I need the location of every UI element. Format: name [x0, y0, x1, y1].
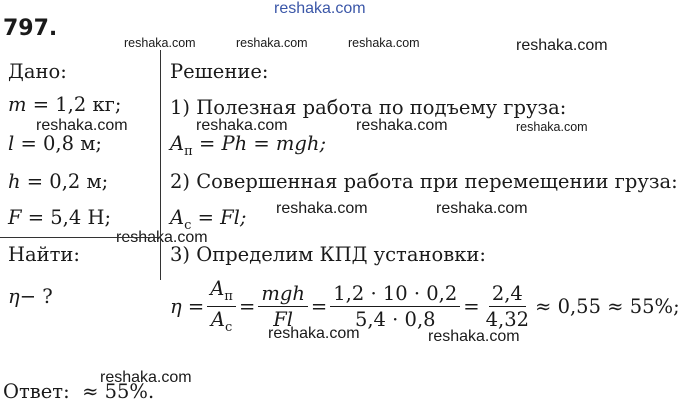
watermark: reshaka.com: [436, 200, 528, 217]
given-line: F = 5,4 Н;: [8, 206, 112, 229]
solution-step-3: 3) Определим КПД установки:: [170, 243, 486, 266]
equation-efficiency: η = $\frac{A_п}{A_с}$ = $\frac{\text{mgh}}{Fl}$ = $\frac{1,2 \cdot 10 \cdot 0,2}{5,4 \cdot 0,8}$ = $\frac{2,4}{4,32}$ ≈ 0,55 ≈ 55%;: [170, 277, 680, 336]
solution-header: Решение:: [170, 60, 269, 83]
watermark: reshaka.com: [348, 36, 420, 50]
given-line: l = 0,8 м;: [8, 132, 102, 155]
watermark: reshaka.com: [274, 0, 366, 17]
solution-step-2: 2) Совершенная работа при перемещении груза:: [170, 170, 678, 193]
divider-vertical: [160, 50, 161, 280]
watermark: reshaka.com: [268, 325, 360, 342]
watermark: reshaka.com: [124, 36, 196, 50]
problem-number: 797.: [3, 16, 58, 41]
find-line: η− ?: [8, 285, 53, 308]
fraction: $\frac{1,2 \cdot 10 \cdot 0,2}{5,4 \cdot 0,8}$: [330, 283, 460, 331]
watermark: reshaka.com: [100, 369, 192, 386]
watermark: reshaka.com: [36, 117, 128, 134]
fraction: $\frac{\text{mgh}}{Fl}$: [258, 283, 308, 331]
divider-horizontal: [0, 237, 160, 238]
watermark: reshaka.com: [356, 117, 448, 134]
fraction: $\frac{A_п}{A_с}$: [207, 278, 236, 335]
given-header: Дано:: [8, 60, 67, 83]
watermark: reshaka.com: [516, 120, 588, 134]
solution-step-1: 1) Полезная работа по подъему груза:: [170, 96, 567, 119]
equation-useful-work: $A_п = Ph$ = mgh;: [170, 132, 327, 159]
watermark: reshaka.com: [236, 36, 308, 50]
watermark: reshaka.com: [276, 200, 368, 217]
find-header: Найти:: [8, 243, 80, 266]
equation-total-work: $A_с = Fl$;: [170, 206, 247, 233]
given-line: h = 0,2 м;: [8, 170, 109, 193]
watermark: reshaka.com: [428, 328, 520, 345]
watermark: reshaka.com: [196, 117, 288, 134]
watermark: reshaka.com: [516, 37, 608, 54]
answer-line: Ответ: ≈ 55%.: [3, 380, 155, 403]
watermark: reshaka.com: [116, 229, 208, 246]
given-line: m = 1,2 кг;: [8, 93, 122, 116]
fraction: $\frac{2,4}{4,32}$: [485, 281, 530, 332]
